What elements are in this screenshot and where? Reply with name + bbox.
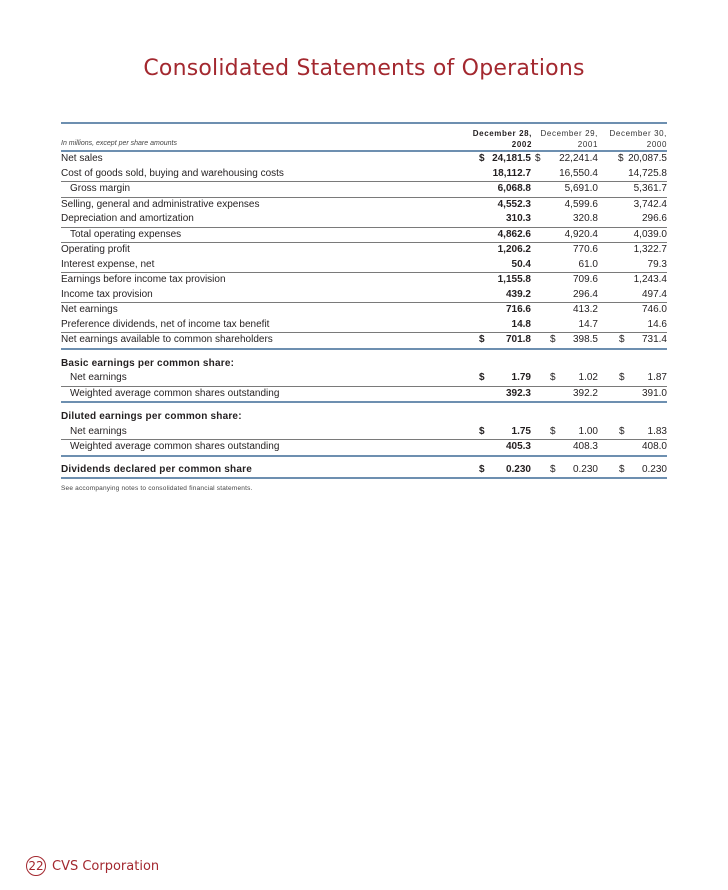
dollar-sign: $ [619,334,625,345]
table-header [61,124,667,150]
value-cell-2000: 731.4 [641,334,667,345]
row-label: Basic earnings per common share: [61,357,235,369]
row-label: Earnings before income tax provision [61,274,226,285]
table-row-cost-of-goods-sold-buying-and-warehousing-costs [61,167,667,182]
value-cell-2002: 50.4 [511,258,531,270]
value-cell-2002: 405.3 [505,441,531,452]
table-row-net-sales [61,152,667,167]
table-row-selling-general-and-administrative-expenses [61,198,667,213]
table-row-net-earnings-available-to-common-shareholders [61,333,667,348]
value-cell-2002: 4,552.3 [497,198,531,210]
spacer [61,403,667,410]
column-header-2002: December 28, 2002 [472,129,532,149]
value-cell-2000: 1,243.4 [633,274,667,285]
dollar-sign: $ [550,463,556,475]
value-cell-2001: 5,691.0 [564,183,598,194]
table-row-gross-margin [61,182,667,197]
value-cell-2001: 61.0 [578,258,598,270]
value-cell-2001: 398.5 [572,334,598,345]
value-cell-2002: 716.6 [505,304,531,315]
page-footer [26,855,159,877]
row-label: Weighted average common shares outstanding [70,387,280,399]
value-cell-2002: 6,068.8 [497,183,531,194]
value-cell-2001: 4,920.4 [564,228,598,240]
footnote: See accompanying notes to consolidated financial statements. [61,485,253,492]
row-label: Selling, general and administrative expenses [61,198,260,210]
dollar-sign: $ [479,334,485,345]
table-row-income-tax-provision [61,288,667,303]
units-note: In millions, except per share amounts [61,140,177,147]
value-cell-2001: 4,599.6 [564,198,598,210]
statement-table [61,122,667,492]
value-cell-2000: 4,039.0 [633,228,667,240]
dollar-sign: $ [479,463,485,475]
value-cell-2000: 20,087.5 [628,153,667,164]
dollar-sign: $ [550,425,556,437]
value-cell-2002: 1.75 [511,425,531,437]
dollar-sign: $ [479,372,485,383]
value-cell-2001: 1.00 [578,425,598,437]
value-cell-2001: 413.2 [572,304,598,315]
row-label: Depreciation and amortization [61,213,194,224]
value-cell-2002: 14.8 [511,318,531,330]
dollar-sign: $ [479,153,485,164]
value-cell-2000: 746.0 [641,304,667,315]
table-row-basic-earnings-per-common-share [61,357,667,372]
column-header-2000: December 30, 2000 [609,129,667,149]
table-row-depreciation-and-amortization [61,212,667,227]
value-cell-2002: 392.3 [505,387,531,399]
column-header-2001: December 29, 2001 [540,129,598,149]
value-cell-2000: 14.6 [647,318,667,330]
row-label: Operating profit [61,244,130,255]
row-label: Net sales [61,153,103,164]
table-row-diluted-earnings-per-common-share [61,410,667,425]
value-cell-2002: 1,155.8 [497,274,531,285]
dollar-sign: $ [479,425,485,437]
value-cell-2001: 392.2 [572,387,598,399]
value-cell-2001: 408.3 [572,441,598,452]
dollar-sign: $ [550,372,556,383]
table-row-dividends-declared-per-common-share [61,463,667,478]
table-row-weighted-average-common-shares-outstanding [61,440,667,455]
table-row-total-operating-expenses [61,228,667,243]
row-label: Income tax provision [61,288,153,300]
table-row-net-earnings [61,371,667,386]
page-number: 22 [26,856,46,876]
row-label: Interest expense, net [61,258,155,270]
value-cell-2001: 0.230 [572,463,598,475]
value-cell-2000: 5,361.7 [633,183,667,194]
dollar-sign: $ [619,463,625,475]
value-cell-2000: 14,725.8 [628,167,667,179]
row-label: Weighted average common shares outstanding [70,441,280,452]
table-row-preference-dividends-net-of-income-tax-benefit [61,318,667,333]
value-cell-2000: 79.3 [647,258,667,270]
row-label: Dividends declared per common share [61,463,252,475]
value-cell-2001: 16,550.4 [559,167,598,179]
row-label: Net earnings [61,304,118,315]
value-cell-2002: 24,181.5 [492,153,531,164]
value-cell-2002: 439.2 [505,288,531,300]
table-row-net-earnings [61,425,667,440]
row-label: Total operating expenses [70,228,182,240]
value-cell-2002: 0.230 [505,463,531,475]
value-cell-2001: 709.6 [572,274,598,285]
table-row-earnings-before-income-tax-provision [61,273,667,288]
dollar-sign: $ [550,334,556,345]
table-row-interest-expense-net [61,258,667,273]
value-cell-2000: 408.0 [641,441,667,452]
company-name: CVS Corporation [52,858,160,874]
value-cell-2002: 1.79 [511,372,531,383]
table-row-weighted-average-common-shares-outstanding [61,387,667,402]
value-cell-2001: 770.6 [572,244,598,255]
row-label: Net earnings [70,372,127,383]
row-label: Diluted earnings per common share: [61,411,242,422]
value-cell-2002: 4,862.6 [497,228,531,240]
value-cell-2000: 1,322.7 [633,244,667,255]
value-cell-2001: 1.02 [578,372,598,383]
dollar-sign: $ [619,425,625,437]
row-label: Preference dividends, net of income tax benefit [61,318,270,330]
dollar-sign: $ [535,153,541,164]
value-cell-2001: 296.4 [572,288,598,300]
value-cell-2001: 14.7 [578,318,598,330]
value-cell-2002: 18,112.7 [492,167,531,179]
value-cell-2000: 1.83 [647,425,667,437]
value-cell-2002: 310.3 [505,213,531,224]
dollar-sign: $ [619,372,625,383]
value-cell-2000: 0.230 [641,463,667,475]
dollar-sign: $ [618,153,624,164]
value-cell-2001: 320.8 [572,213,598,224]
value-cell-2002: 1,206.2 [497,244,531,255]
value-cell-2000: 1.87 [647,372,667,383]
row-label: Net earnings available to common shareholders [61,334,273,345]
spacer [61,350,667,357]
row-label: Net earnings [70,425,127,437]
section-rule [61,477,667,479]
value-cell-2000: 296.6 [641,213,667,224]
value-cell-2000: 497.4 [641,288,667,300]
value-cell-2002: 701.8 [505,334,531,345]
table-row-operating-profit [61,243,667,258]
page-title: Consolidated Statements of Operations [143,56,585,81]
table-row-net-earnings [61,303,667,318]
value-cell-2000: 3,742.4 [633,198,667,210]
row-label: Cost of goods sold, buying and warehousing costs [61,167,284,179]
row-label: Gross margin [70,183,131,194]
value-cell-2001: 22,241.4 [559,153,598,164]
value-cell-2000: 391.0 [641,387,667,399]
